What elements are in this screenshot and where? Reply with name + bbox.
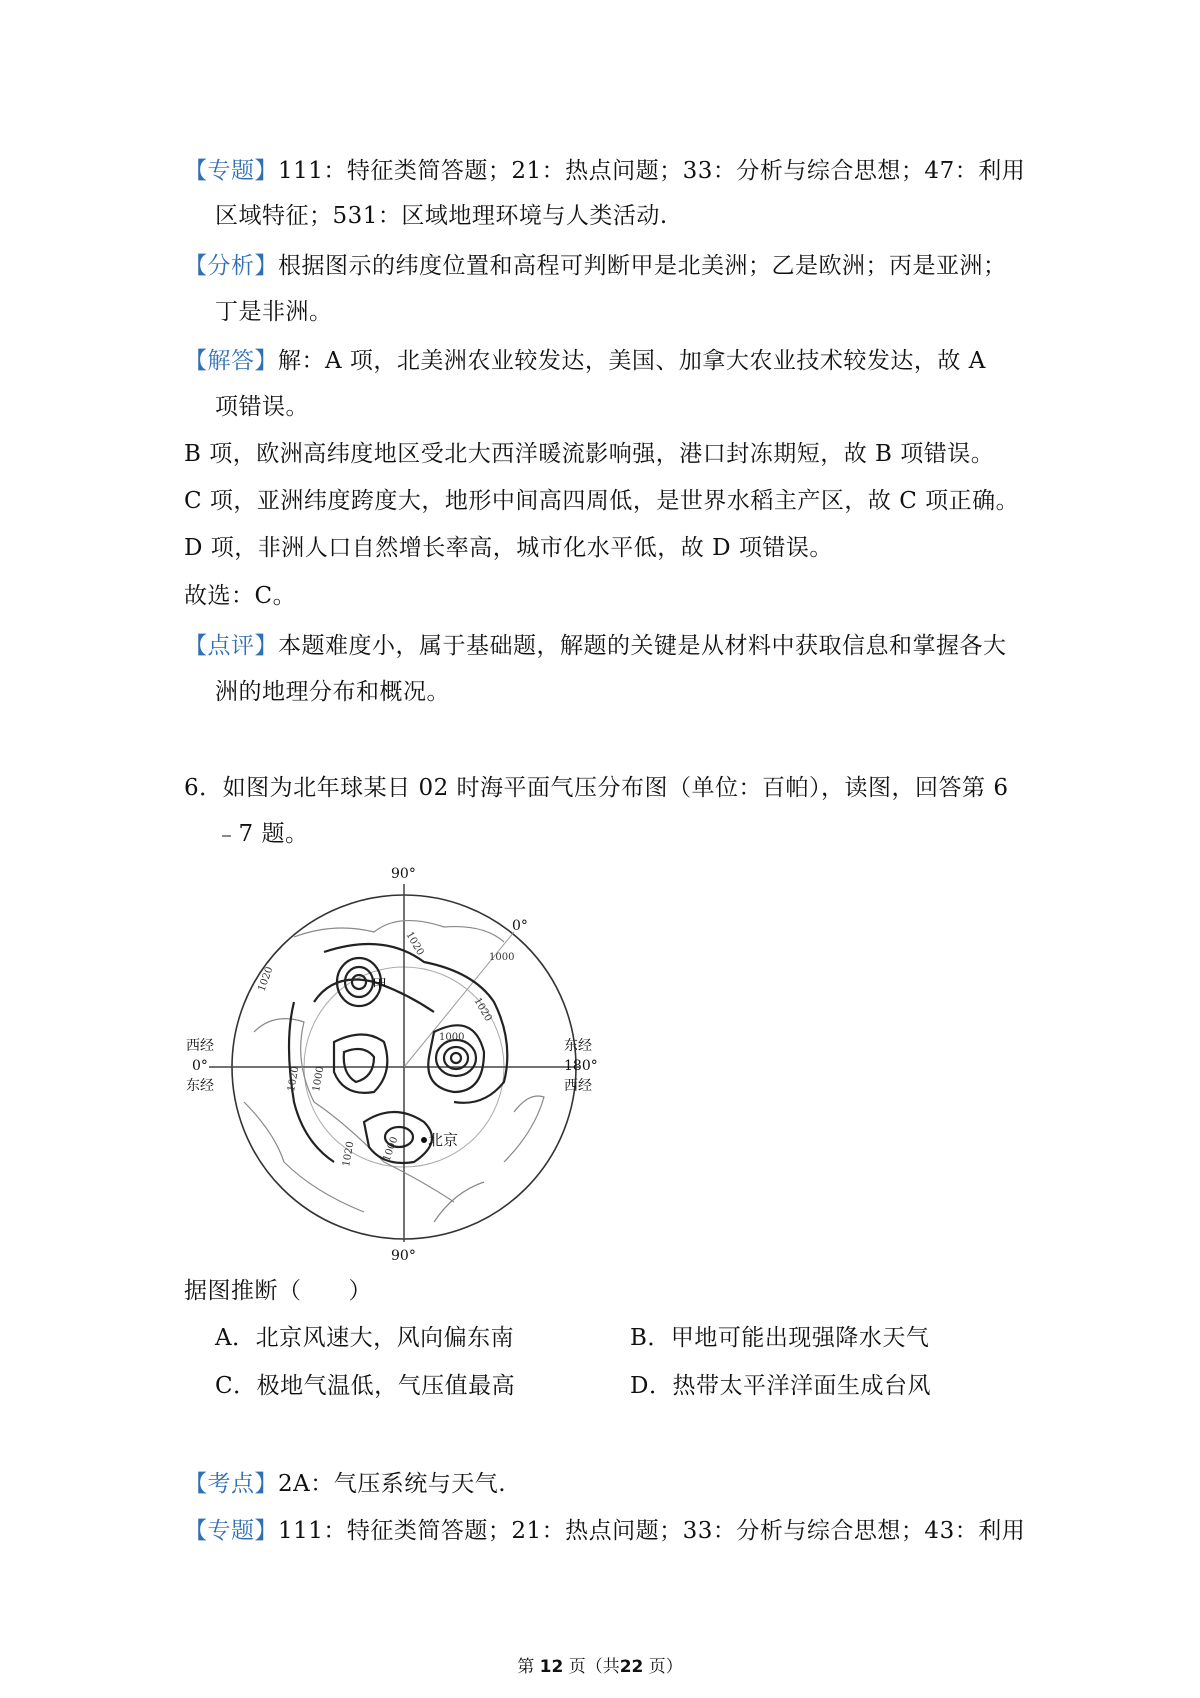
footer-mid: 页（共 [568, 1657, 620, 1677]
zero-meridian-label: 0° [512, 918, 528, 934]
isobar-label: 1020 [341, 1140, 357, 1168]
isobar-label: 1020 [471, 996, 494, 1024]
option-a: A．北京风速大，风向偏东南 [215, 1325, 515, 1351]
answer-line-b: B 项，欧洲高纬度地区受北大西洋暖流影响强，港口封冻期短，故 B 项错误。 [184, 441, 995, 467]
isobar [334, 1035, 387, 1093]
answer-tag: 【解答】 [184, 348, 278, 374]
answer-line-d: D 项，非洲人口自然增长率高，城市化水平低，故 D 项错误。 [184, 535, 833, 561]
topic-line-2: 区域特征；531：区域地理环境与人类活动. [215, 203, 668, 229]
answer-line-c: C 项，亚洲纬度跨度大，地形中间高四周低，是世界水稻主产区，故 C 项正确。 [184, 488, 1020, 514]
isobar-label: 1020 [403, 930, 426, 958]
coastline [294, 921, 504, 942]
page-footer [0, 1655, 1200, 1679]
pressure-map-figure [184, 862, 604, 1262]
map-left-top-label: 西经 [186, 1038, 214, 1054]
point-tag: 【考点】 [184, 1471, 278, 1497]
beijing-label: 北京 [428, 1131, 459, 1149]
answer-line-1 [184, 345, 1034, 377]
isobar-label: 1000 [489, 952, 515, 963]
comment-line-1 [184, 630, 1034, 662]
option-b: B．甲地可能出现强降水天气 [630, 1325, 930, 1351]
isobar [451, 1053, 461, 1063]
footer-page-number: 12 [539, 1657, 564, 1677]
coastline [254, 1019, 454, 1202]
topic-tag: 【专题】 [184, 158, 278, 184]
comment-text: 本题难度小，属于基础题，解题的关键是从材料中获取信息和掌握各大 [278, 633, 1007, 659]
answer-text: 解：A 项，北美洲农业较发达，美国、加拿大农业技术较发达，故 A [278, 348, 986, 374]
isobar [344, 1049, 374, 1082]
topic-text: 111：特征类简答题；21：热点问题；33：分析与综合思想；47：利用 [278, 158, 1026, 184]
beijing-marker [421, 1137, 427, 1143]
map-left-bottom-label: 东经 [186, 1078, 214, 1094]
option-d: D．热带太平洋洋面生成台风 [630, 1373, 931, 1399]
isobar-label: 1020 [256, 965, 276, 994]
map-right-bottom-label: 西经 [564, 1078, 592, 1094]
question-6-line-2: ﹣7 题。 [215, 821, 309, 847]
topic2-line [184, 1515, 1034, 1547]
answer-line-2: 项错误。 [215, 394, 309, 420]
answer-choice: 故选：C。 [184, 583, 297, 609]
point-text: 2A：气压系统与天气. [278, 1471, 507, 1497]
isobar-label: 1000 [439, 1032, 465, 1043]
isobar [345, 967, 373, 997]
footer-post: 页） [648, 1657, 683, 1677]
map-right-mid-label: 180° [564, 1058, 598, 1074]
topic2-tag: 【专题】 [184, 1518, 278, 1544]
point-line [184, 1468, 1034, 1500]
topic2-text: 111：特征类简答题；21：热点问题；33：分析与综合思想；43：利用 [278, 1518, 1026, 1544]
isobar-label: 1000 [381, 1135, 401, 1164]
question-6-prompt: 据图推断（ ） [184, 1278, 372, 1304]
isobar [352, 975, 366, 989]
map-left-mid-label: 0° [192, 1058, 208, 1074]
analysis-text: 根据图示的纬度位置和高程可判断甲是北美洲；乙是欧洲；丙是亚洲； [278, 253, 1007, 279]
option-c: C．极地气温低，气压值最高 [215, 1373, 516, 1399]
isobar-label: 1020 [286, 1065, 302, 1093]
map-right-top-label: 东经 [564, 1038, 592, 1054]
footer-pre: 第 [517, 1657, 535, 1677]
analysis-line-1 [184, 250, 1034, 282]
isobar-label: 1000 [311, 1065, 327, 1093]
map-top-label: 90° [391, 866, 416, 882]
map-bottom-label: 90° [391, 1248, 416, 1262]
coastline [434, 1182, 484, 1222]
isobar [436, 1040, 476, 1076]
isobar [444, 1047, 468, 1069]
coastline [504, 1096, 544, 1162]
analysis-tag: 【分析】 [184, 253, 278, 279]
isobar [364, 1112, 432, 1163]
comment-line-2: 洲的地理分布和概况。 [215, 679, 450, 705]
topic-line-1 [184, 155, 1034, 187]
analysis-line-2: 丁是非洲。 [215, 299, 333, 325]
footer-total-pages: 22 [619, 1657, 644, 1677]
jia-label: 甲 [372, 976, 388, 994]
question-6-line-1: 6．如图为北年球某日 02 时海平面气压分布图（单位：百帕），读图，回答第 6 [184, 775, 1009, 801]
comment-tag: 【点评】 [184, 633, 278, 659]
